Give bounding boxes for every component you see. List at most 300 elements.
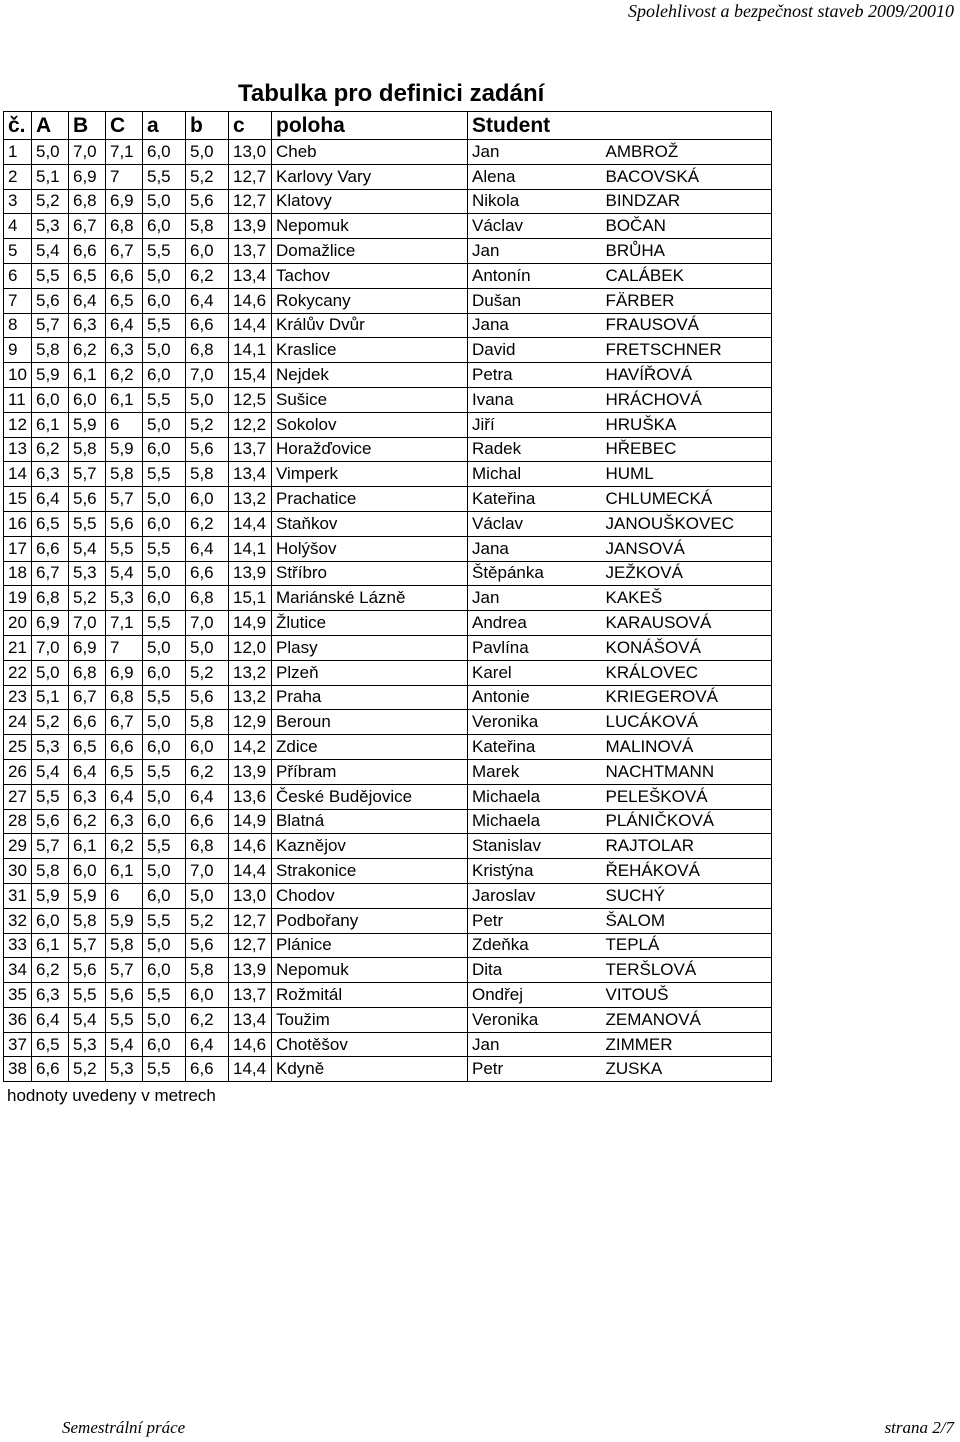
location-cell: Cheb	[272, 140, 468, 165]
value-c: 12,7	[229, 164, 272, 189]
row-number: 4	[4, 214, 32, 239]
value-a: 5,0	[143, 784, 186, 809]
firstname-cell: Marek	[468, 759, 602, 784]
value-b: 6,6	[186, 1057, 229, 1082]
location-cell: Sušice	[272, 387, 468, 412]
value-b: 6,0	[186, 735, 229, 760]
value-a: 5,5	[143, 685, 186, 710]
row-number: 11	[4, 387, 32, 412]
table-row	[4, 1007, 772, 1032]
value-B: 5,9	[69, 412, 106, 437]
value-b: 6,6	[186, 313, 229, 338]
firstname-cell: Kristýna	[468, 859, 602, 884]
row-number: 6	[4, 263, 32, 288]
value-a: 5,5	[143, 983, 186, 1008]
value-a: 6,0	[143, 363, 186, 388]
row-number: 38	[4, 1057, 32, 1082]
value-b: 5,6	[186, 933, 229, 958]
value-A: 5,1	[32, 164, 69, 189]
row-number: 24	[4, 710, 32, 735]
surname-cell: ŠALOM	[602, 908, 772, 933]
footer-document-type: Semestrální práce	[62, 1418, 186, 1437]
col-header-location: poloha	[272, 112, 468, 140]
value-C: 6,2	[106, 363, 143, 388]
surname-cell: ŘEHÁKOVÁ	[602, 859, 772, 884]
table-row	[4, 338, 772, 363]
value-C: 7,1	[106, 140, 143, 165]
table-row	[4, 710, 772, 735]
row-number: 35	[4, 983, 32, 1008]
row-number: 22	[4, 660, 32, 685]
row-number: 9	[4, 338, 32, 363]
value-C: 5,4	[106, 561, 143, 586]
value-C: 6,8	[106, 214, 143, 239]
value-B: 6,3	[69, 313, 106, 338]
value-a: 5,5	[143, 387, 186, 412]
value-A: 5,8	[32, 338, 69, 363]
value-a: 5,5	[143, 313, 186, 338]
value-B: 6,5	[69, 735, 106, 760]
surname-cell: KONÁŠOVÁ	[602, 635, 772, 660]
location-cell: České Budějovice	[272, 784, 468, 809]
value-B: 5,3	[69, 561, 106, 586]
row-number: 15	[4, 487, 32, 512]
location-cell: Tachov	[272, 263, 468, 288]
value-A: 5,5	[32, 784, 69, 809]
firstname-cell: Michaela	[468, 784, 602, 809]
value-b: 6,8	[186, 338, 229, 363]
value-A: 6,3	[32, 462, 69, 487]
surname-cell: HRÁCHOVÁ	[602, 387, 772, 412]
table-row	[4, 462, 772, 487]
value-b: 5,2	[186, 412, 229, 437]
value-c: 13,4	[229, 462, 272, 487]
value-b: 7,0	[186, 611, 229, 636]
value-C: 6,1	[106, 859, 143, 884]
value-C: 6,7	[106, 239, 143, 264]
surname-cell: FÄRBER	[602, 288, 772, 313]
value-C: 6,3	[106, 338, 143, 363]
location-cell: Plzeň	[272, 660, 468, 685]
value-A: 5,0	[32, 140, 69, 165]
value-B: 5,6	[69, 958, 106, 983]
firstname-cell: Václav	[468, 214, 602, 239]
firstname-cell: Jana	[468, 536, 602, 561]
value-b: 6,6	[186, 561, 229, 586]
col-header-C: C	[106, 112, 143, 140]
col-header-b: b	[186, 112, 229, 140]
value-A: 6,6	[32, 536, 69, 561]
location-cell: Rokycany	[272, 288, 468, 313]
value-b: 5,8	[186, 958, 229, 983]
value-B: 6,1	[69, 363, 106, 388]
surname-cell: ZEMANOVÁ	[602, 1007, 772, 1032]
value-B: 6,7	[69, 214, 106, 239]
location-cell: Kaznějov	[272, 834, 468, 859]
value-c: 15,1	[229, 586, 272, 611]
value-b: 5,6	[186, 685, 229, 710]
row-number: 13	[4, 437, 32, 462]
surname-cell: NACHTMANN	[602, 759, 772, 784]
firstname-cell: Andrea	[468, 611, 602, 636]
value-c: 14,4	[229, 859, 272, 884]
surname-cell: PELEŠKOVÁ	[602, 784, 772, 809]
surname-cell: TEPLÁ	[602, 933, 772, 958]
value-B: 7,0	[69, 140, 106, 165]
value-c: 14,1	[229, 338, 272, 363]
location-cell: Domažlice	[272, 239, 468, 264]
firstname-cell: Kateřina	[468, 735, 602, 760]
location-cell: Mariánské Lázně	[272, 586, 468, 611]
table-row	[4, 660, 772, 685]
location-cell: Horažďovice	[272, 437, 468, 462]
value-A: 6,4	[32, 1007, 69, 1032]
value-c: 12,7	[229, 189, 272, 214]
location-cell: Plánice	[272, 933, 468, 958]
firstname-cell: Ondřej	[468, 983, 602, 1008]
value-a: 5,0	[143, 635, 186, 660]
value-A: 6,1	[32, 412, 69, 437]
value-C: 6,5	[106, 759, 143, 784]
value-B: 5,2	[69, 586, 106, 611]
value-A: 6,4	[32, 487, 69, 512]
surname-cell: MALINOVÁ	[602, 735, 772, 760]
value-C: 5,7	[106, 958, 143, 983]
row-number: 20	[4, 611, 32, 636]
firstname-cell: David	[468, 338, 602, 363]
value-A: 6,7	[32, 561, 69, 586]
table-row	[4, 1057, 772, 1082]
firstname-cell: Dušan	[468, 288, 602, 313]
value-c: 12,7	[229, 908, 272, 933]
value-a: 5,0	[143, 412, 186, 437]
surname-cell: KRÁLOVEC	[602, 660, 772, 685]
value-a: 6,0	[143, 809, 186, 834]
location-cell: Podbořany	[272, 908, 468, 933]
value-b: 5,2	[186, 660, 229, 685]
col-header-a: a	[143, 112, 186, 140]
value-c: 13,9	[229, 759, 272, 784]
table-row	[4, 586, 772, 611]
table-row	[4, 313, 772, 338]
value-A: 6,9	[32, 611, 69, 636]
row-number: 18	[4, 561, 32, 586]
row-number: 5	[4, 239, 32, 264]
value-C: 5,7	[106, 487, 143, 512]
surname-cell: HAVÍŘOVÁ	[602, 363, 772, 388]
value-a: 5,0	[143, 933, 186, 958]
value-a: 6,0	[143, 437, 186, 462]
firstname-cell: Pavlína	[468, 635, 602, 660]
value-b: 6,8	[186, 834, 229, 859]
value-b: 6,2	[186, 759, 229, 784]
table-row	[4, 908, 772, 933]
value-c: 13,7	[229, 983, 272, 1008]
value-a: 5,5	[143, 759, 186, 784]
value-b: 5,8	[186, 710, 229, 735]
value-c: 12,2	[229, 412, 272, 437]
row-number: 37	[4, 1032, 32, 1057]
row-number: 12	[4, 412, 32, 437]
surname-cell: KARAUSOVÁ	[602, 611, 772, 636]
value-A: 5,2	[32, 710, 69, 735]
location-cell: Kdyně	[272, 1057, 468, 1082]
value-C: 6	[106, 883, 143, 908]
firstname-cell: Jiří	[468, 412, 602, 437]
value-A: 5,5	[32, 263, 69, 288]
value-A: 6,5	[32, 511, 69, 536]
value-b: 6,4	[186, 536, 229, 561]
firstname-cell: Alena	[468, 164, 602, 189]
location-cell: Staňkov	[272, 511, 468, 536]
value-b: 5,0	[186, 387, 229, 412]
value-b: 6,8	[186, 586, 229, 611]
value-B: 6,9	[69, 635, 106, 660]
value-C: 5,8	[106, 462, 143, 487]
value-c: 12,5	[229, 387, 272, 412]
surname-cell: BINDZAR	[602, 189, 772, 214]
value-C: 7	[106, 635, 143, 660]
surname-cell: FRETSCHNER	[602, 338, 772, 363]
value-b: 5,2	[186, 908, 229, 933]
value-C: 6,6	[106, 735, 143, 760]
firstname-cell: Petra	[468, 363, 602, 388]
row-number: 3	[4, 189, 32, 214]
table-row	[4, 1032, 772, 1057]
value-A: 5,9	[32, 883, 69, 908]
value-A: 6,2	[32, 437, 69, 462]
value-a: 5,0	[143, 1007, 186, 1032]
table-row	[4, 834, 772, 859]
firstname-cell: Štěpánka	[468, 561, 602, 586]
firstname-cell: Antonín	[468, 263, 602, 288]
value-b: 6,0	[186, 983, 229, 1008]
surname-cell: LUCÁKOVÁ	[602, 710, 772, 735]
col-header-c: c	[229, 112, 272, 140]
value-c: 13,4	[229, 1007, 272, 1032]
value-b: 5,6	[186, 189, 229, 214]
value-a: 6,0	[143, 1032, 186, 1057]
table-row	[4, 611, 772, 636]
value-b: 6,0	[186, 239, 229, 264]
value-B: 5,5	[69, 983, 106, 1008]
value-B: 6,0	[69, 859, 106, 884]
value-a: 5,5	[143, 462, 186, 487]
table-row	[4, 487, 772, 512]
value-A: 6,0	[32, 387, 69, 412]
value-B: 6,5	[69, 263, 106, 288]
value-B: 6,6	[69, 710, 106, 735]
value-B: 6,1	[69, 834, 106, 859]
value-C: 5,3	[106, 1057, 143, 1082]
table-row	[4, 809, 772, 834]
table-row	[4, 214, 772, 239]
row-number: 27	[4, 784, 32, 809]
value-A: 5,7	[32, 313, 69, 338]
value-c: 13,7	[229, 437, 272, 462]
value-a: 6,0	[143, 958, 186, 983]
value-B: 7,0	[69, 611, 106, 636]
value-c: 12,0	[229, 635, 272, 660]
firstname-cell: Jan	[468, 586, 602, 611]
footer-page-number: strana 2/7	[884, 1418, 954, 1437]
value-c: 12,9	[229, 710, 272, 735]
value-C: 5,9	[106, 437, 143, 462]
value-a: 5,0	[143, 338, 186, 363]
value-B: 5,6	[69, 487, 106, 512]
location-cell: Nepomuk	[272, 214, 468, 239]
value-c: 13,9	[229, 214, 272, 239]
table-row	[4, 239, 772, 264]
value-B: 6,7	[69, 685, 106, 710]
table-row	[4, 140, 772, 165]
surname-cell: PLÁNIČKOVÁ	[602, 809, 772, 834]
value-A: 5,1	[32, 685, 69, 710]
surname-cell: AMBROŽ	[602, 140, 772, 165]
value-C: 5,6	[106, 983, 143, 1008]
location-cell: Chodov	[272, 883, 468, 908]
firstname-cell: Michal	[468, 462, 602, 487]
value-B: 6,4	[69, 759, 106, 784]
location-cell: Blatná	[272, 809, 468, 834]
value-a: 6,0	[143, 288, 186, 313]
row-number: 17	[4, 536, 32, 561]
value-C: 7	[106, 164, 143, 189]
value-B: 6,2	[69, 338, 106, 363]
value-c: 14,6	[229, 1032, 272, 1057]
firstname-cell: Jan	[468, 1032, 602, 1057]
value-B: 5,4	[69, 536, 106, 561]
value-B: 6,9	[69, 164, 106, 189]
row-number: 25	[4, 735, 32, 760]
value-a: 6,0	[143, 511, 186, 536]
page-title: Tabulka pro definici zadání	[238, 80, 545, 107]
value-b: 6,4	[186, 288, 229, 313]
col-header-student: Student	[468, 112, 772, 140]
table-row	[4, 685, 772, 710]
row-number: 10	[4, 363, 32, 388]
units-note: hodnoty uvedeny v metrech	[7, 1086, 216, 1105]
value-A: 5,2	[32, 189, 69, 214]
value-b: 6,2	[186, 263, 229, 288]
location-cell: Kraslice	[272, 338, 468, 363]
row-number: 1	[4, 140, 32, 165]
firstname-cell: Petr	[468, 1057, 602, 1082]
surname-cell: BRŮHA	[602, 239, 772, 264]
table-row	[4, 363, 772, 388]
value-C: 5,3	[106, 586, 143, 611]
value-a: 5,0	[143, 859, 186, 884]
location-cell: Nejdek	[272, 363, 468, 388]
row-number: 36	[4, 1007, 32, 1032]
row-number: 32	[4, 908, 32, 933]
table-row	[4, 536, 772, 561]
surname-cell: HRUŠKA	[602, 412, 772, 437]
location-cell: Chotěšov	[272, 1032, 468, 1057]
value-a: 5,5	[143, 1057, 186, 1082]
value-a: 5,0	[143, 189, 186, 214]
value-C: 5,4	[106, 1032, 143, 1057]
value-A: 5,4	[32, 759, 69, 784]
value-a: 5,5	[143, 164, 186, 189]
value-c: 14,6	[229, 834, 272, 859]
location-cell: Holýšov	[272, 536, 468, 561]
value-C: 6,7	[106, 710, 143, 735]
value-A: 6,2	[32, 958, 69, 983]
value-A: 6,3	[32, 983, 69, 1008]
row-number: 8	[4, 313, 32, 338]
value-B: 6,2	[69, 809, 106, 834]
value-b: 5,8	[186, 462, 229, 487]
table-row	[4, 735, 772, 760]
value-a: 5,0	[143, 263, 186, 288]
table-row	[4, 189, 772, 214]
value-a: 6,0	[143, 586, 186, 611]
location-cell: Toužim	[272, 1007, 468, 1032]
firstname-cell: Jan	[468, 140, 602, 165]
header-row	[4, 112, 772, 140]
value-B: 5,8	[69, 908, 106, 933]
value-A: 5,4	[32, 239, 69, 264]
value-C: 6,9	[106, 189, 143, 214]
surname-cell: JANSOVÁ	[602, 536, 772, 561]
value-C: 6	[106, 412, 143, 437]
value-C: 5,6	[106, 511, 143, 536]
table-row	[4, 883, 772, 908]
value-C: 6,4	[106, 313, 143, 338]
row-number: 30	[4, 859, 32, 884]
firstname-cell: Veronika	[468, 1007, 602, 1032]
value-a: 6,0	[143, 214, 186, 239]
surname-cell: JEŽKOVÁ	[602, 561, 772, 586]
value-B: 5,9	[69, 883, 106, 908]
table-row	[4, 859, 772, 884]
firstname-cell: Jaroslav	[468, 883, 602, 908]
value-c: 13,2	[229, 487, 272, 512]
value-C: 6,8	[106, 685, 143, 710]
value-b: 5,8	[186, 214, 229, 239]
value-A: 5,9	[32, 363, 69, 388]
value-c: 13,7	[229, 239, 272, 264]
location-cell: Vimperk	[272, 462, 468, 487]
firstname-cell: Ivana	[468, 387, 602, 412]
value-a: 5,5	[143, 834, 186, 859]
value-b: 6,4	[186, 784, 229, 809]
table-row	[4, 635, 772, 660]
value-A: 6,0	[32, 908, 69, 933]
location-cell: Praha	[272, 685, 468, 710]
col-header-number: č.	[4, 112, 32, 140]
surname-cell: ZUSKA	[602, 1057, 772, 1082]
location-cell: Králův Dvůr	[272, 313, 468, 338]
row-number: 28	[4, 809, 32, 834]
value-c: 14,6	[229, 288, 272, 313]
assignment-table	[3, 111, 772, 1082]
surname-cell: KRIEGEROVÁ	[602, 685, 772, 710]
value-c: 13,6	[229, 784, 272, 809]
surname-cell: CHLUMECKÁ	[602, 487, 772, 512]
value-a: 5,0	[143, 561, 186, 586]
firstname-cell: Radek	[468, 437, 602, 462]
value-C: 6,4	[106, 784, 143, 809]
surname-cell: BACOVSKÁ	[602, 164, 772, 189]
row-number: 31	[4, 883, 32, 908]
location-cell: Klatovy	[272, 189, 468, 214]
value-c: 14,9	[229, 611, 272, 636]
firstname-cell: Karel	[468, 660, 602, 685]
value-A: 5,3	[32, 214, 69, 239]
firstname-cell: Jana	[468, 313, 602, 338]
